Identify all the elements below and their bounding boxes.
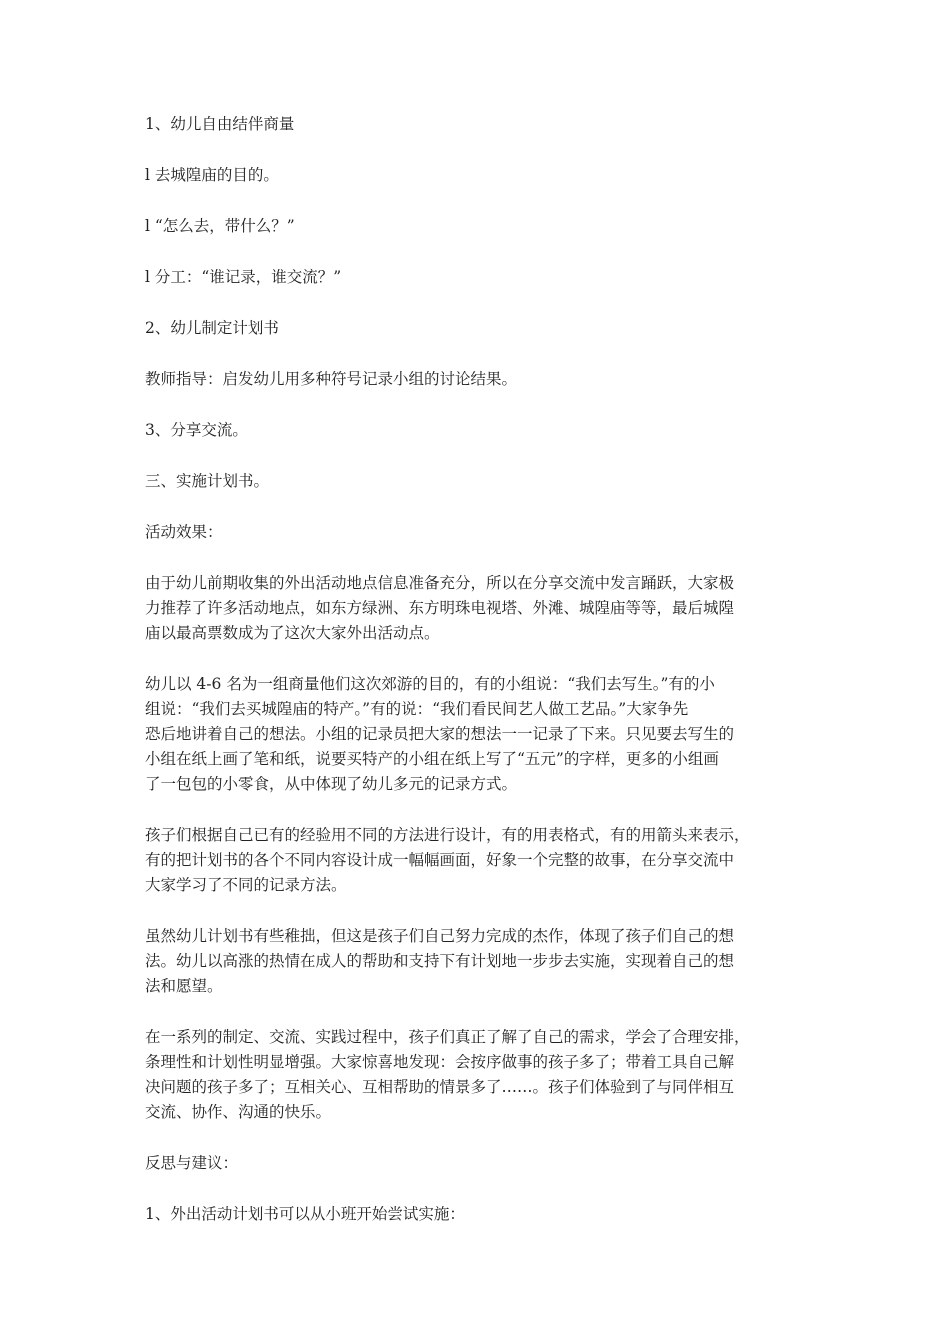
paragraph-line: 恐后地讲着自己的想法。小组的记录员把大家的想法一一记录了下来。只见要去写生的 <box>145 725 735 743</box>
paragraph-line: 力推荐了许多活动地点，如东方绿洲、东方明珠电视塔、外滩、城隍庙等等，最后城隍 <box>145 599 735 617</box>
paragraph <box>145 823 809 898</box>
section-heading: 1、幼儿自由结伴商量 <box>145 115 295 133</box>
paragraph-line: 交流、协作、沟通的快乐。 <box>145 1103 332 1121</box>
section-heading: 反思与建议： <box>145 1154 239 1172</box>
list-item: l “怎么去，带什么？” <box>145 217 295 235</box>
paragraph-line: 组说：“我们去买城隍庙的特产。”有的说：“我们看民间艺人做工艺品。”大家争先 <box>145 700 689 718</box>
paragraph-line: 由于幼儿前期收集的外出活动地点信息准备充分，所以在分享交流中发言踊跃，大家极 <box>145 574 735 592</box>
paragraph-line: 法和愿望。 <box>145 977 223 995</box>
paragraph-line: 在一系列的制定、交流、实践过程中，孩子们真正了解了自己的需求，学会了合理安排， <box>145 1028 750 1046</box>
paragraph-line: 法。幼儿以高涨的热情在成人的帮助和支持下有计划地一步步去实施，实现着自己的想 <box>145 952 735 970</box>
paragraph <box>145 924 809 999</box>
paragraph-line: 小组在纸上画了笔和纸，说要买特产的小组在纸上写了“五元”的字样，更多的小组画 <box>145 750 719 768</box>
section-heading: 3、分享交流。 <box>145 421 248 439</box>
section-heading: 1、外出活动计划书可以从小班开始尝试实施： <box>145 1205 465 1223</box>
teacher-guidance: 教师指导：启发幼儿用多种符号记录小组的讨论结果。 <box>145 370 518 388</box>
list-item: l 分工：“谁记录，谁交流？” <box>145 268 342 286</box>
document-page <box>145 112 809 1227</box>
section-heading: 活动效果： <box>145 523 223 541</box>
paragraph-line: 决问题的孩子多了；互相关心、互相帮助的情景多了……。孩子们体验到了与同伴相互 <box>145 1078 735 1096</box>
section-heading: 2、幼儿制定计划书 <box>145 319 279 337</box>
section-heading: 三、实施计划书。 <box>145 472 270 490</box>
paragraph-line: 孩子们根据自己已有的经验用不同的方法进行设计，有的用表格式，有的用箭头来表示， <box>145 826 750 844</box>
paragraph <box>145 1025 809 1125</box>
paragraph-line: 虽然幼儿计划书有些稚拙，但这是孩子们自己努力完成的杰作，体现了孩子们自己的想 <box>145 927 735 945</box>
paragraph-line: 幼儿以 4-6 名为一组商量他们这次郊游的目的，有的小组说：“我们去写生。”有的小 <box>145 675 715 693</box>
paragraph-line: 大家学习了不同的记录方法。 <box>145 876 347 894</box>
paragraph-line: 有的把计划书的各个不同内容设计成一幅幅画面，好象一个完整的故事，在分享交流中 <box>145 851 735 869</box>
paragraph <box>145 672 809 797</box>
paragraph-line: 条理性和计划性明显增强。大家惊喜地发现：会按序做事的孩子多了；带着工具自己解 <box>145 1053 735 1071</box>
paragraph-line: 了一包包的小零食，从中体现了幼儿多元的记录方式。 <box>145 775 518 793</box>
list-item: l 去城隍庙的目的。 <box>145 166 279 184</box>
paragraph-line: 庙以最高票数成为了这次大家外出活动点。 <box>145 624 440 642</box>
paragraph <box>145 571 809 646</box>
